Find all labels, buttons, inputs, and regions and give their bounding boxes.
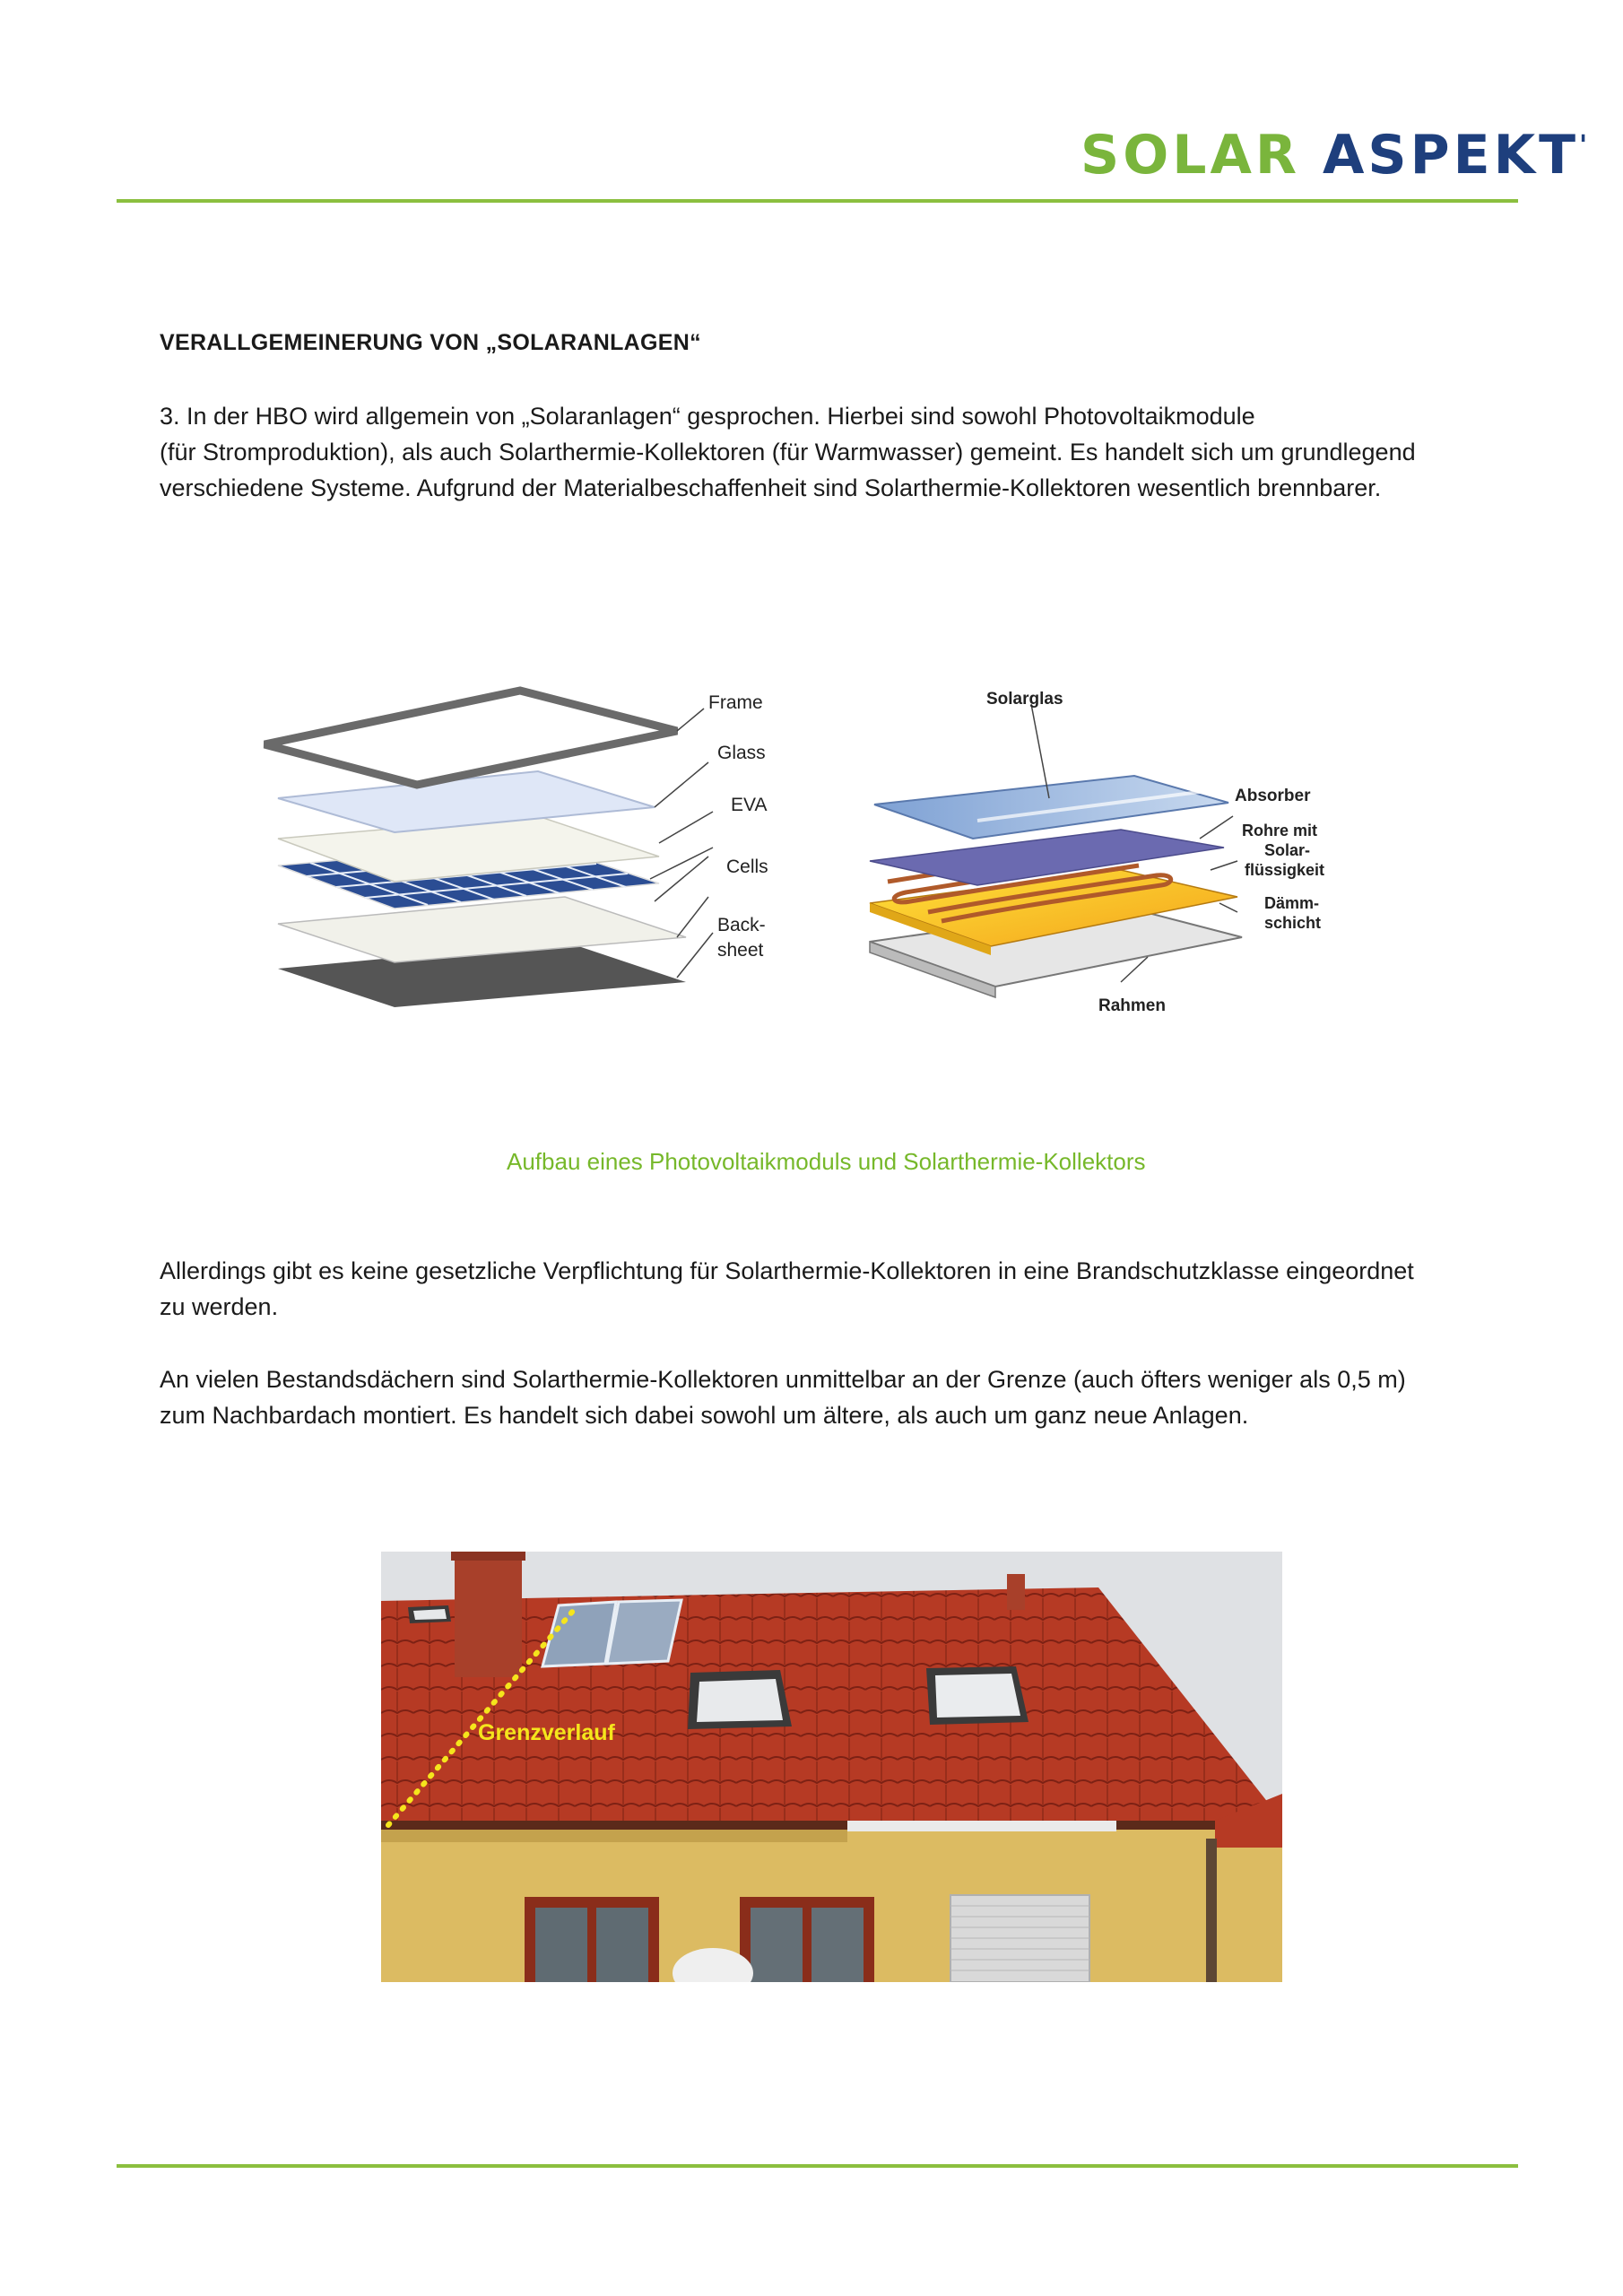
roof-photo [381,1552,1282,1982]
facade-window-left [525,1897,659,1982]
pv-module-diagram [256,673,794,1049]
facade-shutter [950,1895,1089,1982]
logo-word-solar: SOLAR [1081,124,1301,187]
logo-word-aspekt: ASPEKT [1322,124,1580,187]
st-label-solarglas: Solarglas [986,690,1063,709]
st-label-rohre-2: Solar- [1264,841,1311,859]
footer-divider [117,2164,1518,2168]
st-label-absorber: Absorber [1235,787,1311,805]
pv-backsheet-layer [278,897,686,962]
paragraph-line: zum Nachbardach montiert. Es handelt sich dabei sowohl um ältere, als auch um ganz neue Anlagen. [160,1402,1249,1429]
st-label-rohre: Rohre mit [1242,822,1318,839]
section-heading: VERALLGEMEINERUNG VON „SOLARANLAGEN“ [160,330,701,355]
roof-window-left [688,1670,792,1729]
roof-window-small [408,1605,451,1623]
paragraph-line: zu werden. [160,1293,279,1320]
st-label-rahmen: Rahmen [1098,996,1166,1015]
paragraph-line: (für Stromproduktion), als auch Solarthermie-Kollektoren (für Warmwasser) gemeint. Es handelt sich um grundlegend [160,439,1416,465]
pv-label-eva: EVA [731,795,768,815]
st-label-daemm: Dämm- [1264,894,1320,912]
solar-thermal-diagram [852,677,1354,1054]
logo-mark: ' [1579,130,1592,161]
facade-window-middle [740,1897,874,1982]
paragraph-intro [160,398,1487,506]
header-divider [117,199,1518,203]
paragraph-line: Allerdings gibt es keine gesetzliche Verpflichtung für Solarthermie-Kollektoren in eine Brandschutzklasse eingeordnet [160,1257,1414,1284]
figure-caption: Aufbau eines Photovoltaikmoduls und Solarthermie-Kollektors [507,1148,1146,1175]
chimney [455,1552,522,1677]
pv-label-backsheet-2: sheet [717,940,764,961]
pv-label-cells: Cells [726,857,768,877]
pv-label-glass: Glass [717,743,766,763]
paragraph-existing-roofs [160,1361,1487,1433]
st-glass-layer [874,776,1228,839]
st-label-daemm-2: schicht [1264,914,1322,932]
roof-window-right [926,1666,1028,1725]
paragraph-regulation [160,1253,1487,1325]
paragraph-line: verschiedene Systeme. Aufgrund der Materialbeschaffenheit sind Solarthermie-Kollektoren wesentlich brennbarer. [160,474,1382,501]
st-label-rohre-3: flüssigkeit [1245,861,1325,879]
pv-glass-layer [278,771,655,832]
solar-thermal-panels [542,1600,681,1666]
pv-frame-layer [265,691,677,785]
solar-aspekt-logo [1081,115,1592,187]
pv-label-backsheet: Back- [717,915,766,935]
pv-label-frame: Frame [708,692,763,713]
paragraph-line: An vielen Bestandsdächern sind Solarthermie-Kollektoren unmittelbar an der Grenze (auch öfters weniger als 0,5 m) [160,1366,1406,1393]
paragraph-line: 3. In der HBO wird allgemein von „Solaranlagen“ gesprochen. Hierbei sind sowohl Photovoltaikmodule [160,403,1255,430]
boundary-annotation: Grenzverlauf [478,1720,615,1745]
